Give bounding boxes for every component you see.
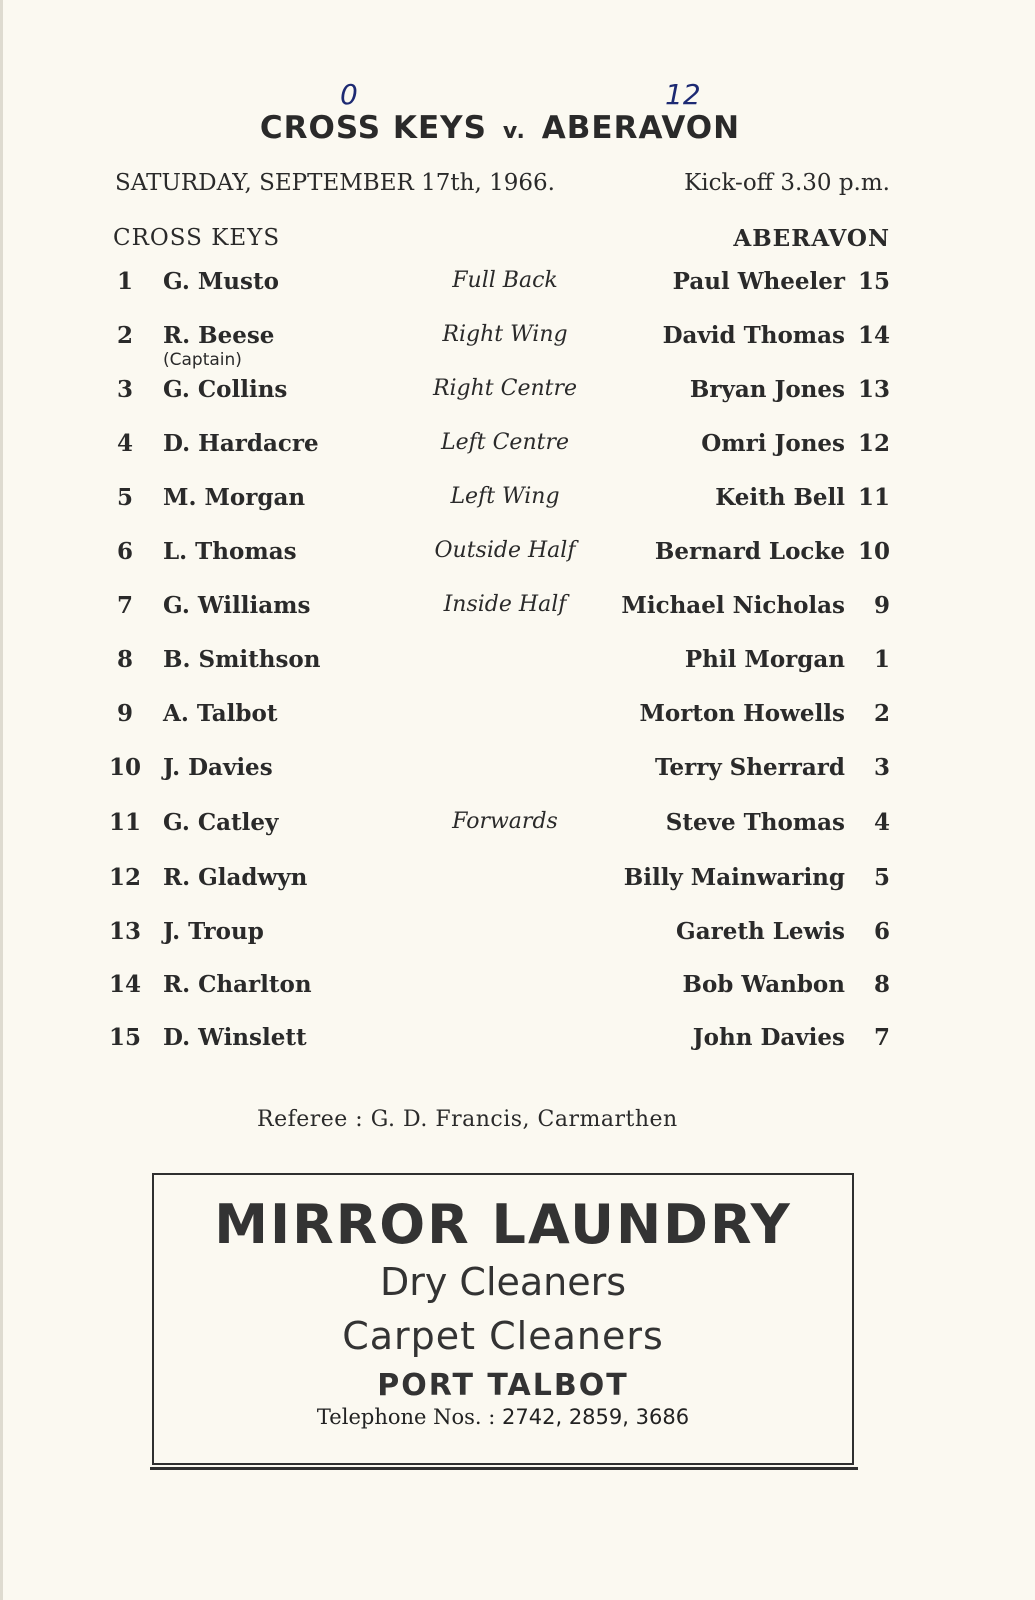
away-player-name: Michael Nicholas <box>621 592 845 619</box>
home-team-title: CROSS KEYS <box>259 110 487 146</box>
position-label: Left Wing <box>450 484 560 509</box>
position-label: Left Centre <box>440 430 569 455</box>
player-row <box>0 918 1035 954</box>
away-player-number: 6 <box>873 918 890 945</box>
home-score-handwritten: 0 <box>340 78 358 111</box>
home-team-header: CROSS KEYS <box>113 225 281 251</box>
player-row <box>0 700 1035 736</box>
ad-town: PORT TALBOT <box>377 1368 629 1403</box>
player-row <box>0 484 1035 520</box>
position-label: Right Wing <box>442 322 568 347</box>
player-row <box>0 754 1035 790</box>
player-row <box>0 592 1035 628</box>
home-player-name: D. Winslett <box>163 1024 307 1051</box>
position-label: Inside Half <box>443 592 567 617</box>
captain-note: (Captain) <box>163 350 242 370</box>
away-player-name: Bryan Jones <box>689 376 845 403</box>
home-player-number: 3 <box>116 376 133 403</box>
away-player-number: 8 <box>873 971 890 998</box>
home-player-number: 14 <box>108 971 141 998</box>
away-player-name: Paul Wheeler <box>672 268 845 295</box>
home-player-number: 13 <box>108 918 141 945</box>
player-row <box>0 376 1035 412</box>
ad-phone-numbers: 2742, 2859, 3686 <box>502 1405 690 1429</box>
home-player-number: 7 <box>116 592 133 619</box>
home-player-name: J. Troup <box>163 918 264 945</box>
home-player-name: G. Collins <box>163 376 288 403</box>
away-player-name: Keith Bell <box>715 484 845 511</box>
away-player-name: Morton Howells <box>639 700 845 727</box>
home-player-name: G. Catley <box>163 809 279 836</box>
page-edge <box>0 0 3 1600</box>
ad-service-dry-cleaners: Dry Cleaners <box>379 1260 627 1304</box>
away-player-number: 1 <box>873 646 890 673</box>
away-player-number: 2 <box>873 700 890 727</box>
home-player-number: 12 <box>108 864 141 891</box>
home-player-number: 9 <box>116 700 133 727</box>
away-player-name: Terry Sherrard <box>654 754 845 781</box>
ad-phone-label: Telephone Nos. : <box>316 1405 496 1429</box>
match-title <box>0 110 1000 146</box>
away-player-name: Omri Jones <box>701 430 845 457</box>
away-player-name: Phil Morgan <box>684 646 845 673</box>
home-player-name: R. Gladwyn <box>163 864 308 891</box>
away-player-name: Gareth Lewis <box>676 918 845 945</box>
position-label: Right Centre <box>432 376 578 401</box>
versus-label: v. <box>502 119 526 144</box>
match-date-line <box>115 170 890 196</box>
home-player-name: G. Williams <box>163 592 311 619</box>
ad-bottom-rule <box>150 1467 858 1470</box>
home-player-name: M. Morgan <box>163 484 306 511</box>
player-row <box>0 1024 1035 1060</box>
player-row <box>0 538 1035 574</box>
away-player-number: 7 <box>873 1024 890 1051</box>
away-player-name: John Davies <box>692 1024 845 1051</box>
away-player-number: 13 <box>857 376 890 403</box>
home-player-number: 11 <box>108 809 141 836</box>
kickoff-time: Kick-off 3.30 p.m. <box>684 170 890 196</box>
away-player-number: 5 <box>873 864 890 891</box>
home-player-name: L. Thomas <box>163 538 297 565</box>
home-player-number: 15 <box>108 1024 141 1051</box>
advertisement-box <box>152 1173 854 1465</box>
position-label: Forwards <box>452 809 558 834</box>
away-player-name: Bernard Locke <box>654 538 845 565</box>
away-player-number: 4 <box>873 809 890 836</box>
home-player-name: R. Beese <box>163 322 275 349</box>
away-player-name: Bob Wanbon <box>682 971 845 998</box>
player-row <box>0 864 1035 900</box>
away-player-number: 14 <box>857 322 890 349</box>
match-date: SATURDAY, SEPTEMBER 17th, 1966. <box>115 170 555 196</box>
home-player-number: 1 <box>116 268 133 295</box>
ad-service-carpet-cleaners: Carpet Cleaners <box>342 1314 664 1358</box>
away-player-number: 12 <box>857 430 890 457</box>
home-player-number: 6 <box>116 538 133 565</box>
home-player-name: D. Hardacre <box>163 430 319 457</box>
home-player-name: B. Smithson <box>163 646 321 673</box>
away-player-number: 15 <box>857 268 890 295</box>
home-player-number: 10 <box>108 754 141 781</box>
away-player-name: Steve Thomas <box>665 809 845 836</box>
away-team-header: ABERAVON <box>733 225 890 252</box>
home-player-number: 5 <box>116 484 133 511</box>
away-player-number: 10 <box>857 538 890 565</box>
home-player-number: 2 <box>116 322 133 349</box>
home-player-number: 8 <box>116 646 133 673</box>
home-player-name: G. Musto <box>163 268 279 295</box>
position-label: Outside Half <box>434 538 576 563</box>
ad-brand: MIRROR LAUNDRY <box>214 1193 792 1256</box>
player-row <box>0 646 1035 682</box>
away-player-name: Billy Mainwaring <box>623 864 845 891</box>
player-row <box>0 430 1035 466</box>
away-player-number: 9 <box>873 592 890 619</box>
away-score-handwritten: 12 <box>665 78 701 111</box>
away-team-title: ABERAVON <box>541 110 741 146</box>
home-player-name: R. Charlton <box>163 971 312 998</box>
home-player-name: A. Talbot <box>163 700 278 727</box>
position-label: Full Back <box>452 268 558 293</box>
player-row <box>0 971 1035 1007</box>
player-row <box>0 268 1035 304</box>
away-player-name: David Thomas <box>662 322 845 349</box>
referee-line: Referee : G. D. Francis, Carmarthen <box>257 1107 678 1132</box>
away-player-number: 11 <box>857 484 890 511</box>
player-row <box>0 809 1035 845</box>
ad-phone <box>154 1405 852 1429</box>
home-player-number: 4 <box>116 430 133 457</box>
player-row <box>0 322 1035 358</box>
home-player-name: J. Davies <box>163 754 273 781</box>
away-player-number: 3 <box>873 754 890 781</box>
